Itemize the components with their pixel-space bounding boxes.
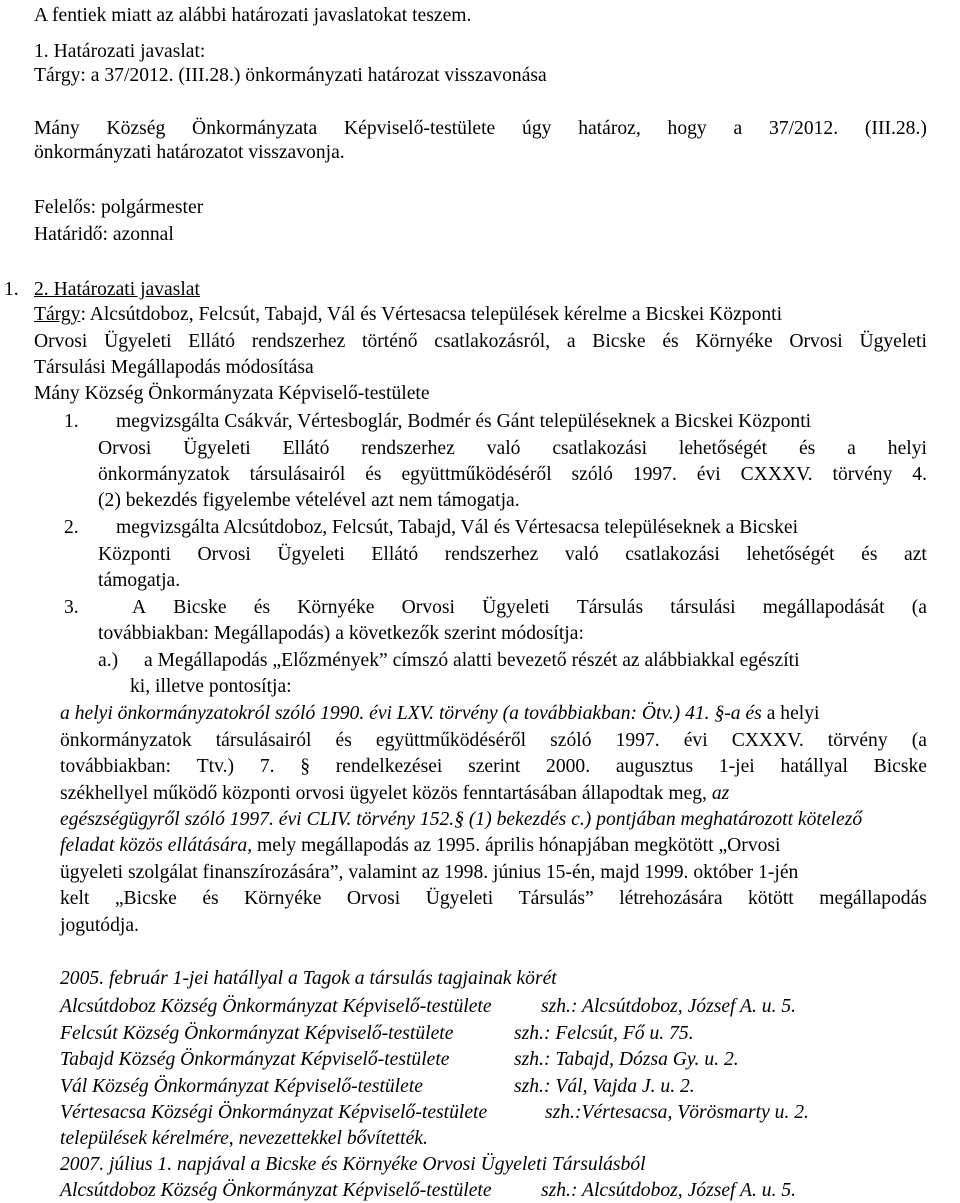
item-3-number: 3.	[64, 597, 79, 618]
intro-text: A fentiek miatt az alábbi határozati javaslatokat teszem.	[34, 5, 472, 26]
item-3a-number: a.)	[98, 650, 119, 671]
word: Orvosi	[34, 331, 88, 352]
subject-line-1	[34, 303, 782, 327]
para-line-2	[60, 729, 927, 753]
word: Orvosi	[789, 331, 843, 352]
word: helyi	[887, 438, 927, 459]
word: együttműködéséről	[375, 730, 527, 751]
word: Társulás”	[518, 888, 594, 909]
word: a	[847, 438, 856, 459]
para-line-4-a: székhellyel működő központi orvosi ügyelet közös fenntartásában állapodtak meg,	[60, 783, 707, 804]
proposal-1-heading: 1. Határozati javaslat:	[34, 41, 206, 62]
word: továbbiakban:	[60, 756, 171, 777]
para-line-3	[60, 755, 927, 779]
item-1-line-3	[98, 463, 927, 487]
responsible-line: Felelős: polgármester	[34, 197, 204, 218]
word: kelt	[60, 888, 90, 909]
word: 1997.	[632, 464, 677, 485]
para-line-1-italic: a helyi önkormányzatokról szóló 1990. évi LXV. törvény (a továbbiakban: Ötv.) 41. §-a és	[60, 703, 762, 724]
word: megállapodás	[819, 888, 927, 909]
member-address: szh.: Felcsút, Fő u. 75.	[514, 1022, 694, 1044]
word: és	[861, 544, 878, 565]
para-line-1-rest: a helyi	[761, 703, 820, 724]
word: rendelkezései	[335, 756, 443, 777]
word: törvény	[827, 730, 888, 751]
member-last-address: szh.: Alcsútdoboz, József A. u. 5.	[541, 1180, 797, 1201]
word: Társulás	[576, 597, 644, 618]
item-3a-line-2: ki, illetve pontosítja:	[130, 676, 292, 697]
word: augusztus	[615, 756, 694, 777]
word: társulási	[670, 597, 736, 618]
word: Környéke	[244, 888, 322, 909]
para-line-6-a: feladat közös ellátására,	[60, 835, 253, 856]
para-line-4	[60, 782, 729, 806]
members-heading-2: 2007. július 1. napjával a Bicske és Környéke Orvosi Ügyeleti Társulásból	[60, 1154, 646, 1175]
word: és	[202, 888, 219, 909]
word: (a	[911, 730, 927, 751]
word: Ügyeleti	[183, 438, 251, 459]
word: határoz,	[578, 118, 641, 139]
word: való	[486, 438, 521, 459]
word: évi	[696, 464, 721, 485]
para-line-1	[60, 702, 819, 726]
item-1-line-4: (2) bekezdés figyelembe vételével azt nem támogatja.	[98, 490, 520, 511]
body-title: Mány Község Önkormányzata Képviselő-testülete	[34, 383, 430, 404]
proposal-2-heading: 2. Határozati javaslat	[34, 279, 200, 300]
word: kötött	[748, 888, 794, 909]
word: Orvosi	[346, 888, 401, 909]
word: Önkormányzata	[192, 118, 318, 139]
item-1-number: 1.	[64, 411, 79, 432]
subject-text-1: : Alcsútdoboz, Felcsút, Tabajd, Vál és Vértesacsa települések kérelme a Bicskei Központi	[80, 304, 783, 325]
member-address: szh.: Tabajd, Dózsa Gy. u. 2.	[514, 1049, 739, 1070]
word: társulásairól	[249, 464, 346, 485]
para-line-6-b: mely megállapodás az 1995. április hónapjában megkötött „Orvosi	[252, 835, 781, 856]
word: 1997.	[615, 730, 660, 751]
member-address: szh.:Vértesacsa, Vörösmarty u. 2.	[545, 1102, 809, 1123]
para-line-5: egészségügyről szóló 1997. évi CLIV. törvény 152.§ (1) bekezdés c.) pontjában meghatározott kötelező	[60, 809, 863, 830]
word: úgy	[522, 118, 552, 139]
word: 7.	[259, 756, 275, 777]
word: Ttv.)	[196, 756, 235, 777]
word: és	[798, 438, 816, 459]
word: A	[132, 597, 147, 618]
word: Ügyeleti	[482, 597, 550, 618]
word: együttműködéséről	[401, 464, 552, 485]
proposal-1-body-line-1	[34, 117, 927, 141]
para-line-4-b: az	[706, 783, 730, 804]
word: 37/2012.	[768, 118, 839, 139]
para-line-7: ügyeleti szolgálat finanszírozására”, valamint az 1998. június 15-én, majd 1999. október 1-jén	[60, 862, 799, 883]
word: szerint	[468, 756, 521, 777]
word: Ügyeleti	[425, 888, 494, 909]
word: Ügyeleti	[104, 331, 172, 352]
member-last-name: Alcsútdoboz Község Önkormányzat Képviselő-testülete	[60, 1180, 492, 1201]
deadline-line: Határidő: azonnal	[34, 224, 174, 245]
word: Képviselő-testülete	[343, 118, 496, 139]
word: 1-jei	[718, 756, 755, 777]
word: csatlakozási	[552, 438, 648, 459]
word: 4.	[912, 464, 927, 485]
word: CXXXV.	[731, 730, 804, 751]
word: szóló	[571, 464, 613, 485]
word: csatlakozásról,	[434, 331, 551, 352]
word: a	[566, 331, 576, 352]
word: Központi	[98, 544, 171, 565]
word: és	[253, 597, 271, 618]
word: és	[365, 464, 382, 485]
word: Környéke	[695, 331, 773, 352]
word: lehetőségét	[678, 438, 768, 459]
word: a	[733, 118, 743, 139]
word: 2000.	[546, 756, 591, 777]
word: történő	[362, 331, 418, 352]
item-3-line-2: továbbiakban: Megállapodás) a következők szerint módosítja:	[98, 623, 584, 644]
word: Bicske	[592, 331, 646, 352]
member-name: Felcsút Község Önkormányzat Képviselő-testülete	[60, 1022, 454, 1044]
subject-line-2	[34, 330, 927, 354]
member-address: szh.: Vál, Vajda J. u. 2.	[514, 1075, 695, 1097]
word: társulásairól	[215, 730, 312, 751]
word: Ellátó	[371, 544, 419, 565]
word: (a	[911, 597, 927, 618]
word: törvény	[832, 464, 893, 485]
word: és	[662, 331, 679, 352]
word: rendszerhez	[444, 544, 539, 565]
para-line-6	[60, 834, 780, 858]
word: Ügyeleti	[859, 331, 927, 352]
word: való	[564, 544, 599, 565]
para-line-8	[60, 887, 927, 911]
members-heading: 2005. február 1-jei hatállyal a Tagok a társulás tagjainak körét	[60, 968, 557, 989]
word: szóló	[550, 730, 592, 751]
item-2-line-1: megvizsgálta Alcsútdoboz, Felcsút, Tabajd, Vál és Vértesacsa településeknek a Bicskei	[116, 517, 799, 538]
word: csatlakozási	[625, 544, 720, 565]
word: Bicske	[873, 756, 927, 777]
word: azt	[904, 544, 927, 565]
word: §	[300, 756, 311, 777]
word: rendszerhez	[361, 438, 455, 459]
word: megállapodását	[762, 597, 885, 618]
member-address: szh.: Alcsútdoboz, József A. u. 5.	[541, 996, 797, 1017]
word: Környéke	[297, 597, 375, 618]
word: hogy	[667, 118, 707, 139]
word: Ellátó	[188, 331, 236, 352]
word: Ellátó	[282, 438, 330, 459]
member-name: Vértesacsa Községi Önkormányzat Képviselő-testülete	[60, 1102, 488, 1123]
word: rendszerhez	[251, 331, 346, 352]
item-3-line-1	[132, 596, 927, 620]
word: Orvosi	[197, 544, 251, 565]
members-tail: települések kérelmére, nevezettekkel bővítették.	[60, 1128, 428, 1149]
para-line-9: jogutódja.	[60, 915, 139, 936]
item-2-line-3: támogatja.	[98, 570, 181, 591]
member-name: Alcsútdoboz Község Önkormányzat Képviselő-testülete	[60, 996, 492, 1017]
item-3a-line-1: a Megállapodás „Előzmények” címszó alatti bevezető részét az alábbiakkal egészíti	[144, 650, 800, 671]
word: Ügyeleti	[277, 544, 345, 565]
word: lehetőségét	[746, 544, 835, 565]
word: Orvosi	[401, 597, 455, 618]
word: Község	[106, 118, 166, 139]
proposal-1-body-line-2: önkormányzati határozatot visszavonja.	[34, 142, 345, 163]
word: hatállyal	[780, 756, 848, 777]
word: „Bicske	[114, 888, 177, 909]
item-1-line-1: megvizsgálta Csákvár, Vértesboglár, Bodmér és Gánt településeknek a Bicskei Központi	[116, 411, 812, 432]
word: létrehozására	[619, 888, 723, 909]
word: (III.28.)	[864, 118, 927, 139]
subject-line-3: Társulási Megállapodás módosítása	[34, 357, 314, 378]
proposal-1-subject: Tárgy: a 37/2012. (III.28.) önkormányzati határozat visszavonása	[34, 65, 547, 86]
proposal-2-outer-number: 1.	[4, 279, 19, 300]
subject-label: Tárgy	[34, 304, 81, 325]
word: Orvosi	[98, 438, 152, 459]
member-name: Tabajd Község Önkormányzat Képviselő-testülete	[60, 1049, 450, 1070]
word: önkormányzatok	[60, 730, 192, 751]
word: évi	[683, 730, 708, 751]
word: és	[335, 730, 352, 751]
word: CXXXV.	[740, 464, 813, 485]
item-1-line-2	[98, 437, 927, 461]
item-2-line-2	[98, 543, 927, 567]
word: önkormányzatok	[98, 464, 230, 485]
member-name: Vál Község Önkormányzat Képviselő-testülete	[60, 1075, 423, 1097]
word: Mány	[34, 118, 80, 139]
word: Bicske	[173, 597, 227, 618]
item-2-number: 2.	[64, 517, 79, 538]
